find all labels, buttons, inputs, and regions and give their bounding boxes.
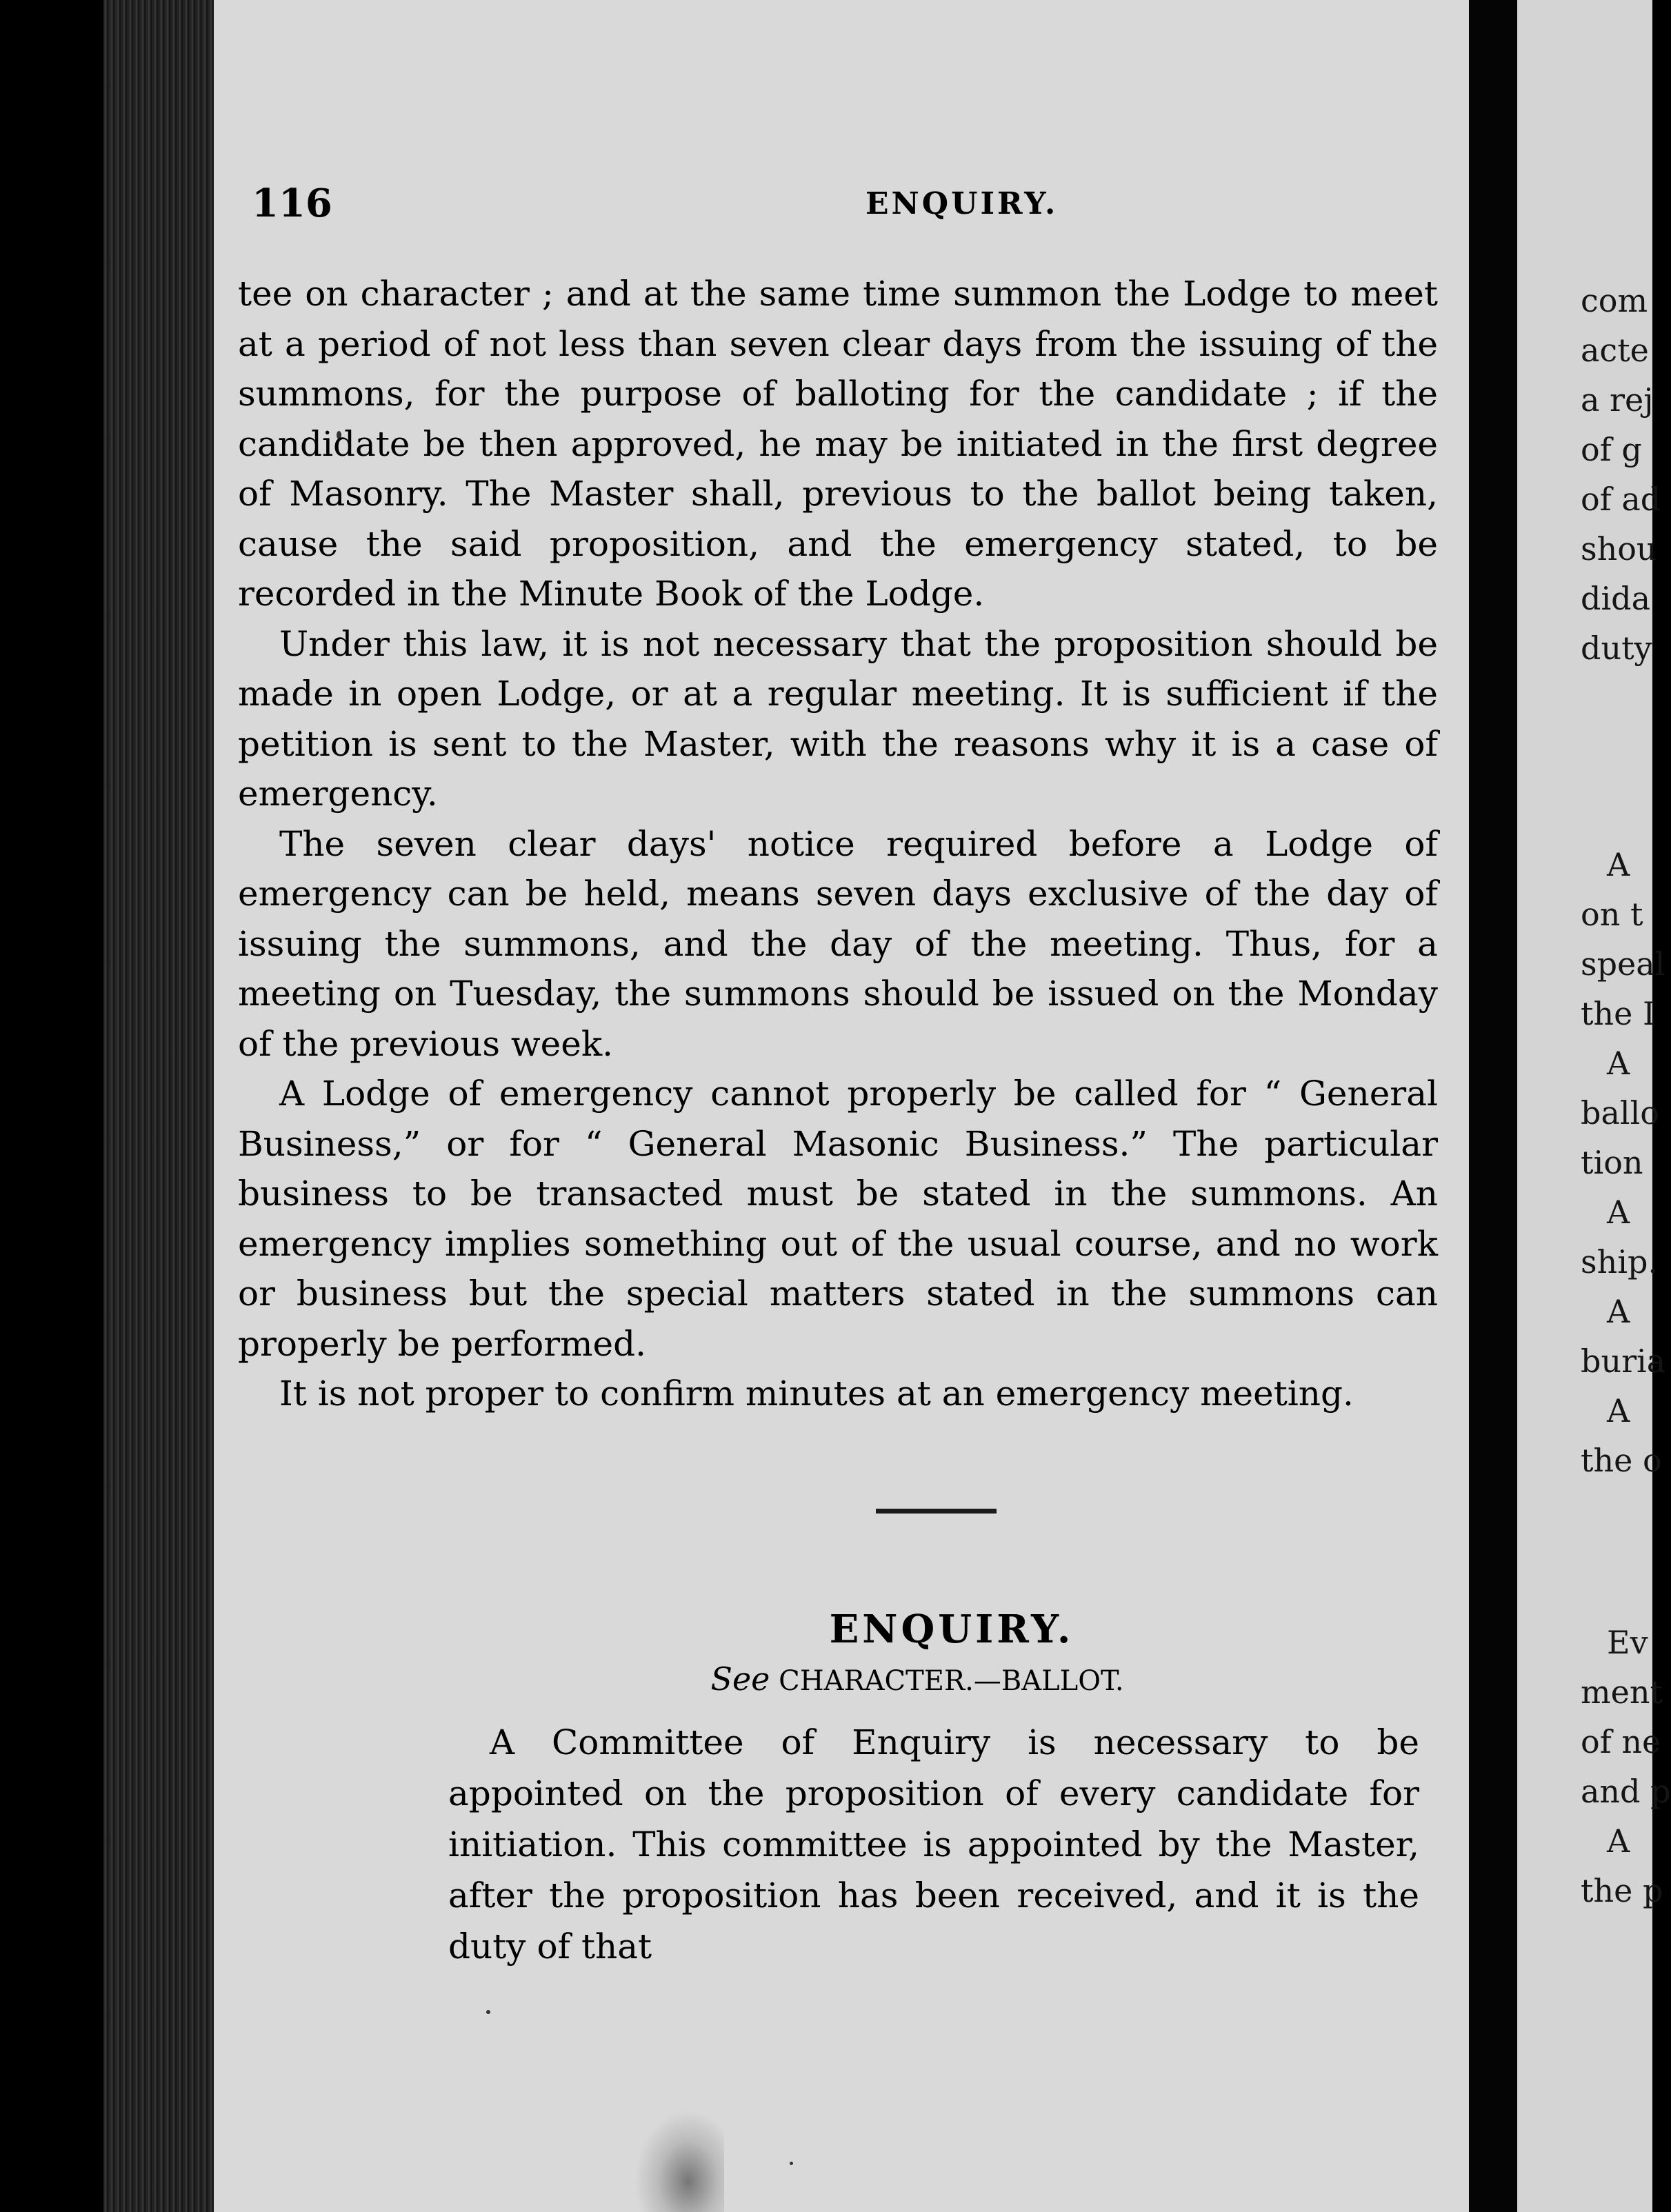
right-line: dida xyxy=(1581,580,1651,617)
section-divider xyxy=(876,1509,997,1514)
right-line: and p xyxy=(1581,1773,1671,1810)
page-edge-stack xyxy=(103,0,217,2212)
right-line: ship. xyxy=(1581,1243,1659,1280)
right-line: Ev xyxy=(1607,1624,1648,1661)
right-line: the I xyxy=(1581,995,1656,1032)
paragraph: It is not proper to confirm minutes at an emergency meeting. xyxy=(279,1374,1354,1414)
right-line: com xyxy=(1581,282,1648,319)
ink-speck xyxy=(790,2162,793,2165)
right-line: A xyxy=(1607,1392,1630,1429)
right-line: ment xyxy=(1581,1673,1663,1711)
right-line: the p xyxy=(1581,1872,1663,1909)
running-title: ENQUIRY. xyxy=(865,186,1059,221)
cross-reference xyxy=(676,1660,1159,1698)
right-line: A xyxy=(1607,846,1630,883)
right-line: acte xyxy=(1581,332,1649,369)
right-line: A xyxy=(1607,1194,1630,1231)
running-head xyxy=(252,181,1424,229)
paragraph: A Committee of Enquiry is necessary to be appointed on the proposition of every candidate for initiation. This committee is appointed by the Master, after the proposition has been received, and it is the duty of that xyxy=(448,1722,1419,1967)
right-page-fragment xyxy=(1517,0,1671,2212)
right-line: duty xyxy=(1581,630,1652,667)
right-line: of g xyxy=(1581,431,1642,468)
paragraph: The seven clear days' notice required before a Lodge of emergency can be held, means seven days exclusive of the day of issuing the summons, and the day of the meeting. Thus, for a meeting on Tuesday, the summons should be issued on the Monday of the previous week. xyxy=(238,823,1438,1064)
section-heading: ENQUIRY. xyxy=(829,1607,1074,1652)
right-line: of ad xyxy=(1581,481,1661,518)
right-line: buria xyxy=(1581,1343,1666,1380)
paragraph: Under this law, it is not necessary that the proposition should be made in open Lodge, or at a regular meeting. It is sufficient if the petition is sent to the Master, with the reasons why it is a case of emergency. xyxy=(238,623,1438,814)
ink-speck xyxy=(486,2010,490,2014)
right-line: a rej xyxy=(1581,381,1654,419)
right-line: ballo xyxy=(1581,1094,1659,1132)
right-line: A xyxy=(1607,1822,1630,1860)
right-line: of ne xyxy=(1581,1723,1661,1760)
see-label: See xyxy=(710,1660,770,1698)
paper-fleck xyxy=(634,2110,724,2212)
body-text xyxy=(238,269,1438,1419)
paragraph: A Lodge of emergency cannot properly be called for “ General Business,” or for “ General Masonic Business.” The particular business to be transacted must be stated in the summons. An emergency implies something out of the usual course, and no work or business but the special matters stated in the summons can properly be performed. xyxy=(238,1074,1438,1364)
section-body xyxy=(448,1717,1419,1972)
right-line: tion xyxy=(1581,1144,1643,1181)
see-references: CHARACTER.—BALLOT. xyxy=(779,1665,1124,1697)
right-line: on t xyxy=(1581,896,1643,933)
right-line: speal xyxy=(1581,945,1665,983)
right-line: A xyxy=(1607,1293,1630,1330)
page-number: 116 xyxy=(252,181,332,226)
right-line: the o xyxy=(1581,1442,1662,1479)
book-gutter xyxy=(1469,0,1517,2212)
right-line: shou xyxy=(1581,530,1657,567)
paragraph: tee on character ; and at the same time summon the Lodge to meet at a period of not less than seven clear days from the issuing of the summons, for the purpose of balloting for the candidate ; if the candidate be then approved, he may be initiated in the first degree of Masonry. The Master shall, previous to the ballot being taken, cause the said proposition, and the emergency stated, to be recorded in the Minute Book of the Lodge. xyxy=(238,274,1438,614)
right-line: A xyxy=(1607,1045,1630,1082)
